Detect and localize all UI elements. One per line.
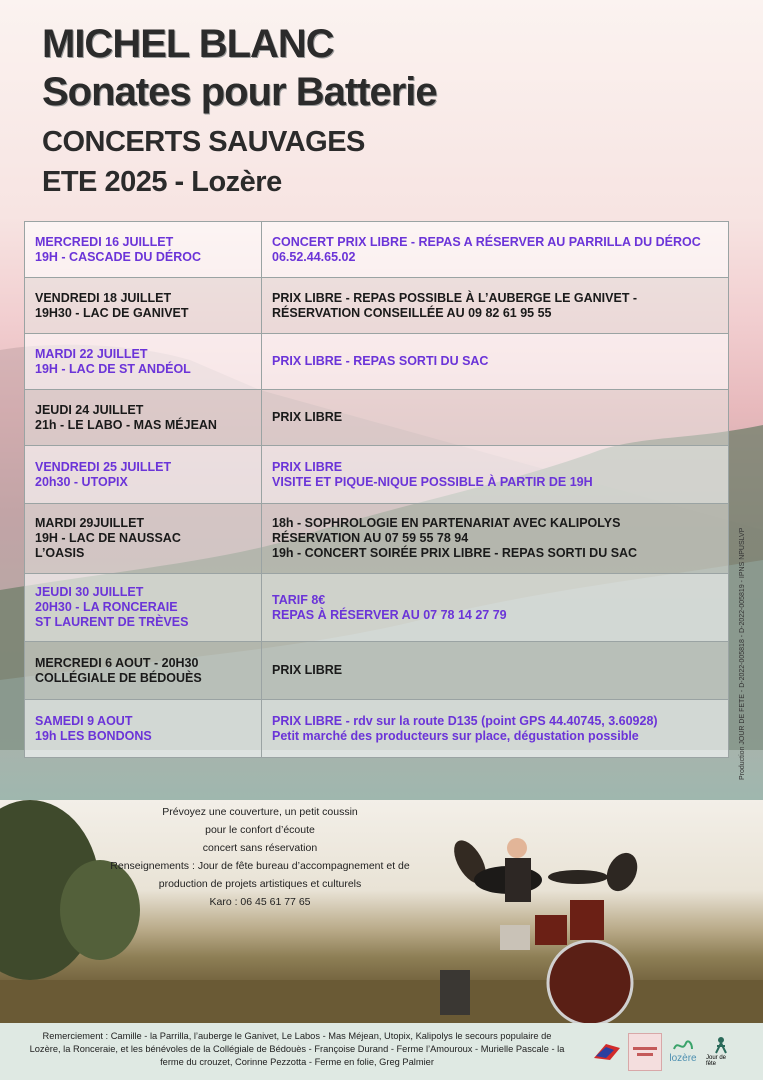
date-cell: MARDI 22 JUILLET 19H - LAC DE ST ANDÉOL — [25, 334, 262, 390]
table-row — [25, 278, 729, 334]
date-cell: MARDI 29JUILLET 19H - LAC DE NAUSSAC L’OASIS — [25, 504, 262, 574]
production-credits: Production JOUR DE FETE - D-2022-005818 - D-2022-005819 - IPNS NPUSLVP — [739, 527, 746, 780]
practical-info — [90, 803, 430, 911]
date-cell: VENDREDI 18 JUILLET 19H30 - LAC DE GANIVET — [25, 278, 262, 334]
info-line: pour le confort d’écoute — [205, 824, 315, 836]
table-row — [25, 504, 729, 574]
info-cell: PRIX LIBRE - rdv sur la route D135 (point GPS 44.40745, 3.60928) Petit marché des producteurs sur place, dégustation possible — [262, 700, 729, 758]
info-cell: 18h - SOPHROLOGIE EN PARTENARIAT AVEC KALIPOLYS RÉSERVATION AU 07 59 55 78 94 19h - CONCERT SOIRÉE PRIX LIBRE - REPAS SORTI DU SAC — [262, 504, 729, 574]
info-cell: TARIF 8€ REPAS À RÉSERVER AU 07 78 14 27 79 — [262, 574, 729, 642]
table-row — [25, 700, 729, 758]
concert-schedule-table — [24, 221, 729, 758]
jour-de-fete-logo: Jour de fête — [706, 1033, 736, 1069]
date-cell: MERCREDI 16 JUILLET 19H - CASCADE DU DÉROC — [25, 222, 262, 278]
info-line: Karo : 06 45 61 77 65 — [209, 896, 311, 908]
info-line: Prévoyez une couverture, un petit coussin — [162, 806, 358, 818]
info-cell: PRIX LIBRE — [262, 390, 729, 446]
info-cell: PRIX LIBRE VISITE ET PIQUE-NIQUE POSSIBLE À PARTIR DE 19H — [262, 446, 729, 504]
subtitle: CONCERTS SAUVAGES — [42, 126, 365, 158]
info-line: Renseignements : Jour de fête bureau d’accompagnement et de — [110, 860, 410, 872]
lozere-logo: lozère — [664, 1033, 702, 1069]
date-cell: SAMEDI 9 AOUT 19h LES BONDONS — [25, 700, 262, 758]
table-row — [25, 222, 729, 278]
show-title: Sonates pour Batterie — [42, 70, 437, 114]
artist-name: MICHEL BLANC — [42, 22, 334, 66]
table-row — [25, 642, 729, 700]
partner-logo — [628, 1033, 662, 1071]
date-cell: MERCREDI 6 AOUT - 20H30 COLLÉGIALE DE BÉDOUÈS — [25, 642, 262, 700]
table-row — [25, 574, 729, 642]
table-row — [25, 390, 729, 446]
date-cell: VENDREDI 25 JUILLET 20h30 - UTOPIX — [25, 446, 262, 504]
season-subtitle: ETE 2025 - Lozère — [42, 166, 282, 198]
date-cell: JEUDI 24 JUILLET 21h - LE LABO - MAS MÉJEAN — [25, 390, 262, 446]
info-cell: CONCERT PRIX LIBRE - REPAS A RÉSERVER AU PARRILLA DU DÉROC 06.52.44.65.02 — [262, 222, 729, 278]
info-cell: PRIX LIBRE — [262, 642, 729, 700]
info-line: concert sans réservation — [202, 842, 318, 854]
region-flag-logo — [590, 1033, 624, 1069]
info-line: production de projets artistiques et culturels — [158, 878, 362, 890]
acknowledgements: Remerciement : Camille - la Parrilla, l’auberge le Ganivet, Le Labos - Mas Méjean, Utopix, Kalipolys le secours populaire de Lozère, la Ronceraie, et les bénévoles de la Collégiale de Bédouès - Françoise Durand - Ferme l’Amouroux - Murielle Pascale - la ferme du crouzet, Corinne Pezzotta - Ferme en folie, Greg Palmier — [29, 1031, 565, 1067]
info-cell: PRIX LIBRE - REPAS SORTI DU SAC — [262, 334, 729, 390]
table-row — [25, 334, 729, 390]
date-cell: JEUDI 30 JUILLET 20H30 - LA RONCERAIE ST LAURENT DE TRÈVES — [25, 574, 262, 642]
table-row — [25, 446, 729, 504]
info-cell: PRIX LIBRE - REPAS POSSIBLE À L’AUBERGE LE GANIVET - RÉSERVATION CONSEILLÉE AU 09 82 61 95 55 — [262, 278, 729, 334]
